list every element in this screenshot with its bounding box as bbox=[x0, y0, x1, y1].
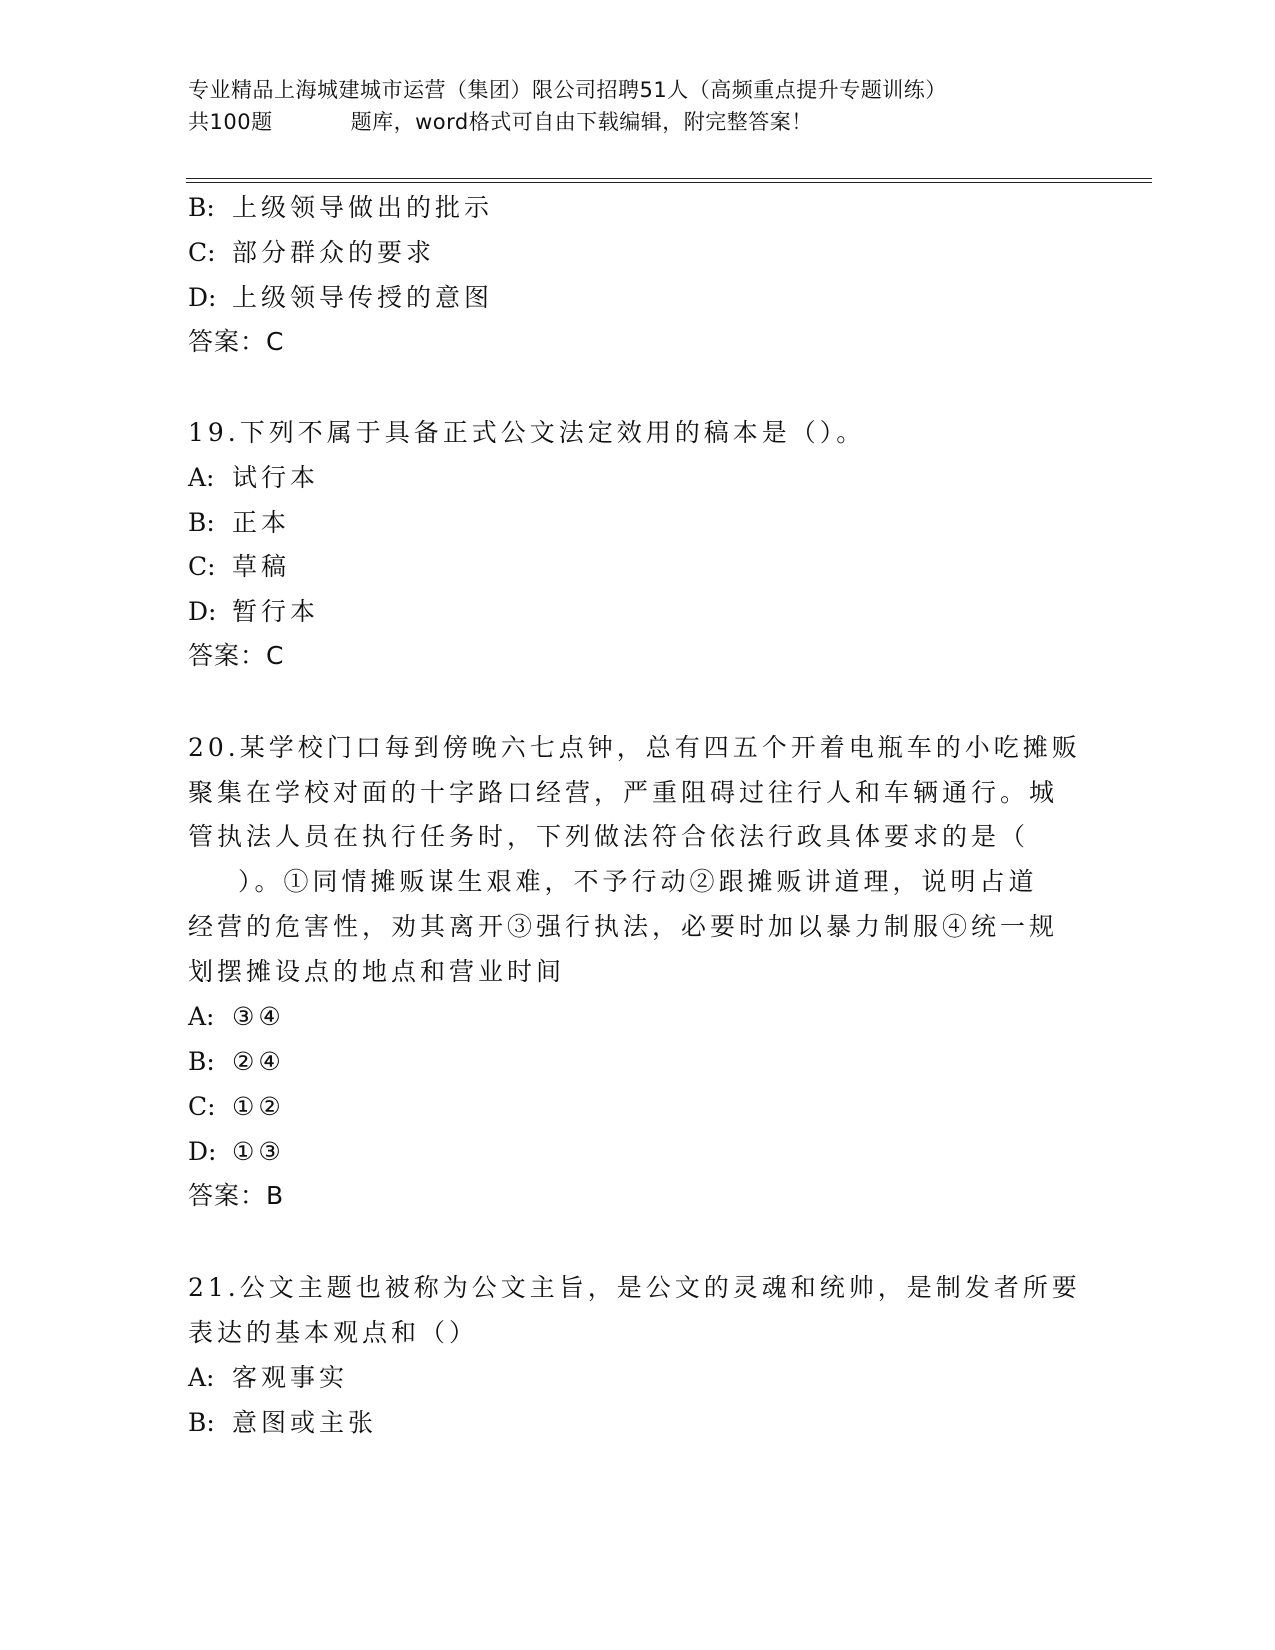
answer-20: 答案：B bbox=[188, 1181, 285, 1210]
option-b bbox=[188, 1047, 285, 1077]
option-letter: C: bbox=[188, 238, 216, 267]
option-text: 意图或主张 bbox=[232, 1408, 378, 1437]
option-a bbox=[188, 463, 319, 493]
question-20-line-3: 管执法人员在执行任务时，下列做法符合依法行政具体要求的是（ bbox=[188, 822, 1030, 851]
option-b bbox=[188, 508, 290, 538]
page-header bbox=[188, 74, 1088, 138]
option-letter: D: bbox=[188, 597, 217, 626]
option-text: 上级领导传授的意图 bbox=[232, 283, 494, 312]
option-a bbox=[188, 1363, 348, 1393]
question-21-line-2: 表达的基本观点和（） bbox=[188, 1318, 479, 1347]
option-letter: C: bbox=[188, 1092, 216, 1121]
option-text: 草稿 bbox=[232, 552, 291, 581]
option-text: 客观事实 bbox=[232, 1363, 349, 1392]
option-letter: D: bbox=[188, 283, 217, 312]
option-letter: B: bbox=[188, 1408, 215, 1437]
option-c bbox=[188, 1092, 285, 1122]
option-letter: B: bbox=[188, 193, 215, 222]
header-divider-top bbox=[186, 178, 1152, 179]
header-divider-bottom bbox=[186, 182, 1152, 183]
option-text: 上级领导做出的批示 bbox=[232, 193, 494, 222]
option-a bbox=[188, 1002, 285, 1032]
question-20-line-4: ）。①同情摊贩谋生艰难，不予行动②跟摊贩讲道理，说明占道 bbox=[238, 867, 1038, 896]
option-letter: A: bbox=[188, 1363, 215, 1392]
option-c bbox=[188, 238, 435, 268]
option-text: ③④ bbox=[232, 1002, 285, 1031]
answer-19: 答案：C bbox=[188, 641, 285, 670]
header-description: 题库，word格式可自由下载编辑，附完整答案！ bbox=[350, 110, 813, 134]
option-text: 正本 bbox=[232, 508, 291, 537]
option-text: 暂行本 bbox=[232, 597, 320, 626]
option-d bbox=[188, 1137, 285, 1167]
header-title-line-2 bbox=[188, 106, 1088, 138]
option-letter: A: bbox=[188, 1002, 215, 1031]
option-c bbox=[188, 552, 290, 582]
option-letter: A: bbox=[188, 463, 215, 492]
option-letter: B: bbox=[188, 508, 215, 537]
header-question-count: 共100题 bbox=[188, 110, 273, 134]
option-letter: C: bbox=[188, 552, 216, 581]
question-21-line-1: 21.公文主题也被称为公文主旨，是公文的灵魂和统帅，是制发者所要 bbox=[188, 1273, 1081, 1302]
option-d bbox=[188, 283, 493, 313]
question-20-line-5: 经营的危害性，劝其离开③强行执法，必要时加以暴力制服④统一规 bbox=[188, 912, 1059, 941]
option-text: ②④ bbox=[232, 1047, 285, 1076]
question-20-line-6: 划摆摊设点的地点和营业时间 bbox=[188, 957, 566, 986]
option-text: ①③ bbox=[232, 1137, 285, 1166]
option-b bbox=[188, 1408, 377, 1438]
answer-18: 答案：C bbox=[188, 327, 285, 356]
option-text: ①② bbox=[232, 1092, 285, 1121]
option-d bbox=[188, 597, 319, 627]
header-title-line-1: 专业精品上海城建城市运营（集团）限公司招聘51人（高频重点提升专题训练） bbox=[188, 78, 947, 102]
option-text: 试行本 bbox=[232, 463, 320, 492]
option-letter: D: bbox=[188, 1137, 217, 1166]
option-letter: B: bbox=[188, 1047, 215, 1076]
question-19: 19.下列不属于具备正式公文法定效用的稿本是（）。 bbox=[188, 418, 866, 447]
question-20-line-2: 聚集在学校对面的十字路口经营，严重阻碍过往行人和车辆通行。城 bbox=[188, 778, 1059, 807]
option-b bbox=[188, 193, 493, 223]
question-20-line-1: 20.某学校门口每到傍晚六七点钟，总有四五个开着电瓶车的小吃摊贩 bbox=[188, 733, 1081, 762]
option-text: 部分群众的要求 bbox=[232, 238, 436, 267]
